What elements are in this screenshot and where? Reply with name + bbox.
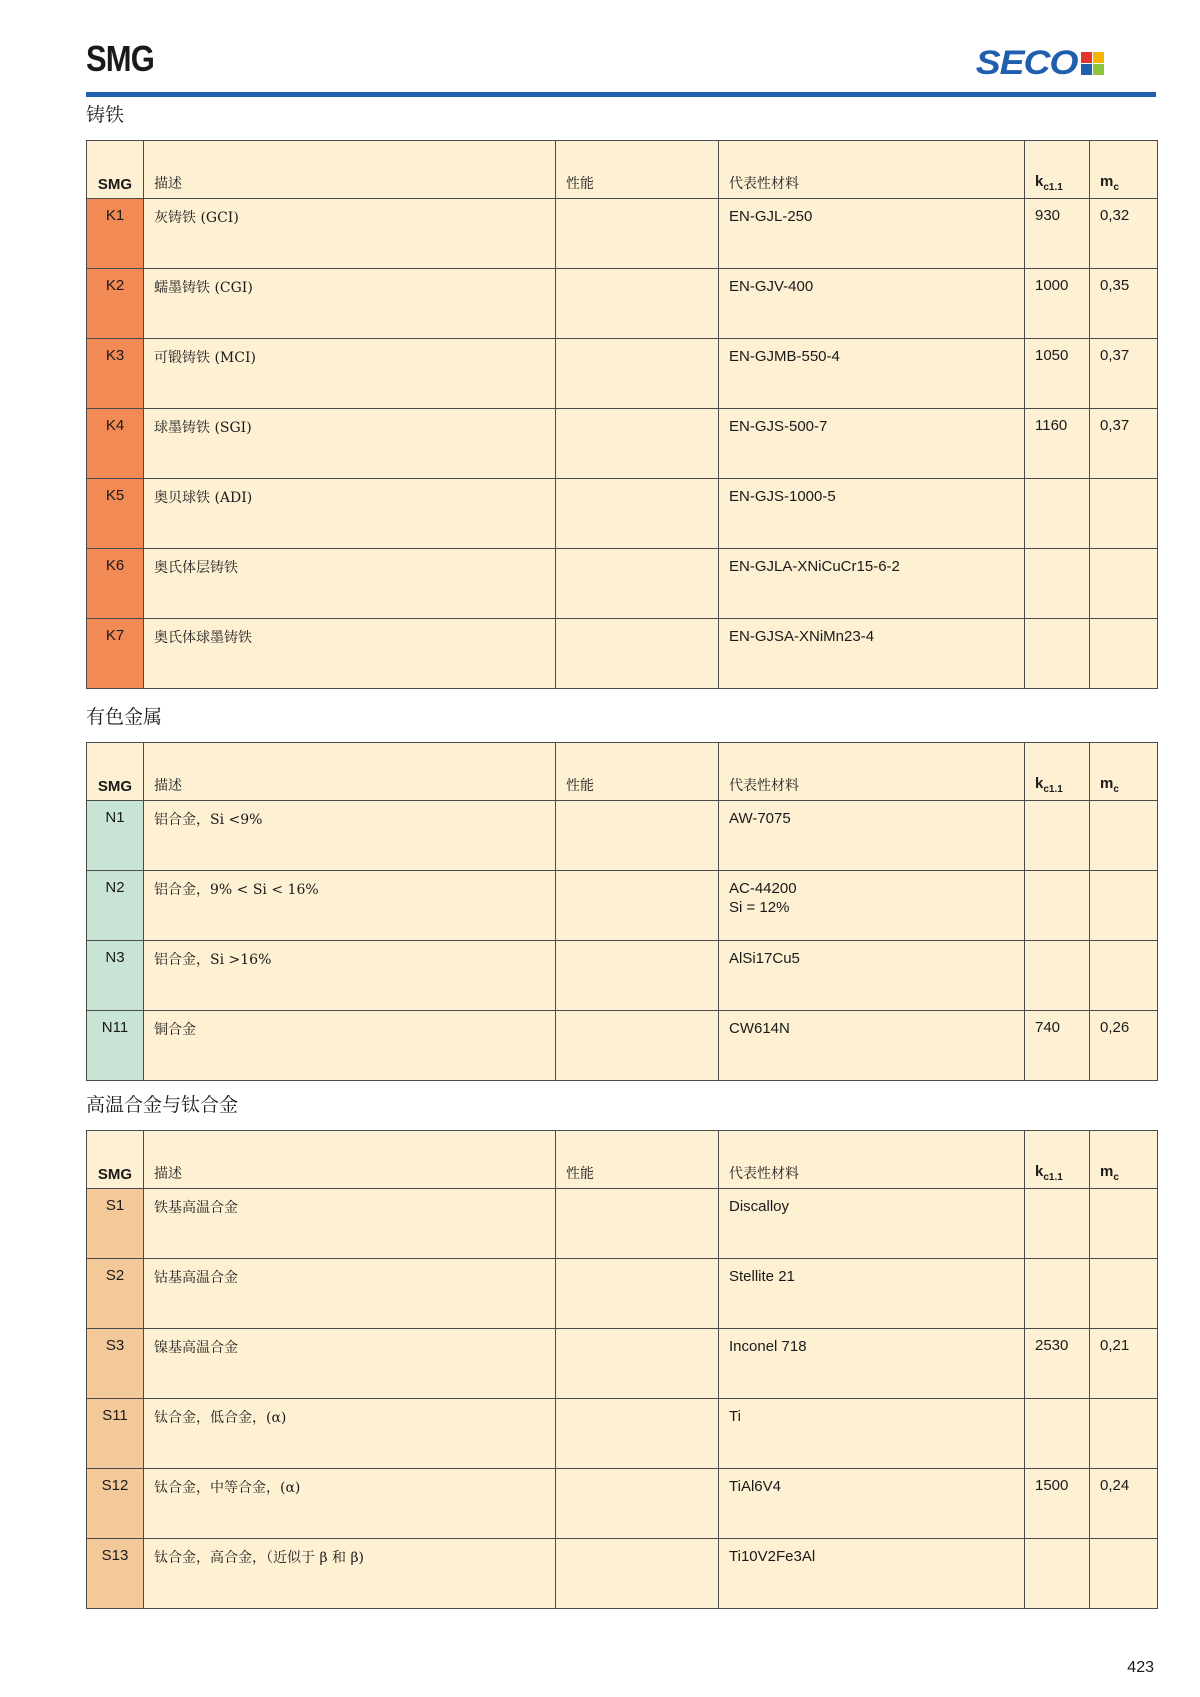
smg-code: S2 [87,1259,144,1329]
material-cell: AlSi17Cu5 [719,941,1025,1011]
material-cell: EN-GJMB-550-4 [719,339,1025,409]
material-cell: EN-GJL-250 [719,199,1025,269]
table-row [87,199,1158,269]
table-row [87,1011,1158,1081]
mc-value [1090,619,1158,689]
smg-code: N3 [87,941,144,1011]
material-cell: EN-GJSA-XNiMn23-4 [719,619,1025,689]
kc-value: 2530 [1025,1329,1090,1399]
kc-value: 740 [1025,1011,1090,1081]
performance-cell [556,549,719,619]
table-row [87,549,1158,619]
mc-value: 0,24 [1090,1469,1158,1539]
header-performance: 性能 [556,141,719,199]
material-cell: Stellite 21 [719,1259,1025,1329]
description-cell: 铁基高温合金 [144,1189,556,1259]
seco-logo [975,44,1104,83]
kc-value [1025,479,1090,549]
performance-cell [556,871,719,941]
table-row [87,1329,1158,1399]
description-cell: 钛合金，低合金，(α) [144,1399,556,1469]
header-mc-symbol: m [1100,1163,1114,1180]
description-cell: 奥贝球铁 (ADI) [144,479,556,549]
performance-cell [556,619,719,689]
performance-cell [556,1469,719,1539]
header-material: 代表性材料 [719,141,1025,199]
description-cell: 奥氏体层铸铁 [144,549,556,619]
smg-code: N2 [87,871,144,941]
kc-value: 1160 [1025,409,1090,479]
logo-square-icon [1081,52,1092,63]
header-kc-subscript: c1.1 [1043,1172,1063,1183]
material-cell: EN-GJV-400 [719,269,1025,339]
description-cell: 铝合金，9% < Si < 16% [144,871,556,941]
table-row [87,479,1158,549]
kc-value [1025,1399,1090,1469]
material-table [86,1130,1158,1609]
section-title: 有色金属 [86,706,163,728]
performance-cell [556,1011,719,1081]
table-row [87,941,1158,1011]
mc-value: 0,37 [1090,339,1158,409]
mc-value: 0,37 [1090,409,1158,479]
table-row [87,801,1158,871]
header-mc-symbol: m [1100,173,1114,190]
mc-value [1090,871,1158,941]
description-cell: 铝合金，Si <9% [144,801,556,871]
header-kc-subscript: c1.1 [1043,784,1063,795]
table-row [87,269,1158,339]
mc-value: 0,32 [1090,199,1158,269]
header-material: 代表性材料 [719,743,1025,801]
section-title: 铸铁 [86,104,125,126]
header-performance: 性能 [556,743,719,801]
material-cell: Inconel 718 [719,1329,1025,1399]
header-smg: SMG [87,141,144,199]
performance-cell [556,941,719,1011]
table-header-row [87,743,1158,801]
smg-code: K6 [87,549,144,619]
mc-value [1090,801,1158,871]
header-mc-symbol: m [1100,775,1114,792]
logo-square-icon [1093,52,1104,63]
header-description: 描述 [144,141,556,199]
header-performance: 性能 [556,1131,719,1189]
kc-value [1025,1259,1090,1329]
smg-code: S13 [87,1539,144,1609]
table-row [87,1399,1158,1469]
logo-text: SECO [975,44,1077,82]
smg-code: K2 [87,269,144,339]
kc-value: 930 [1025,199,1090,269]
description-cell: 球墨铸铁 (SGI) [144,409,556,479]
description-cell: 铜合金 [144,1011,556,1081]
material-cell: AC-44200 Si = 12% [719,871,1025,941]
kc-value [1025,1189,1090,1259]
header-kc-symbol: k [1035,1163,1044,1180]
description-cell: 可锻铸铁 (MCI) [144,339,556,409]
material-cell: Ti10V2Fe3Al [719,1539,1025,1609]
material-cell: Ti [719,1399,1025,1469]
performance-cell [556,1399,719,1469]
performance-cell [556,801,719,871]
material-cell: EN-GJLA-XNiCuCr15-6-2 [719,549,1025,619]
header-kc-symbol: k [1035,775,1044,792]
header-description: 描述 [144,743,556,801]
table-header-row [87,1131,1158,1189]
material-cell: AW-7075 [719,801,1025,871]
description-cell: 钴基高温合金 [144,1259,556,1329]
table-row [87,619,1158,689]
smg-code: N11 [87,1011,144,1081]
performance-cell [556,269,719,339]
logo-square-icon [1081,64,1092,75]
material-cell: TiAl6V4 [719,1469,1025,1539]
description-cell: 钛合金，中等合金，(α) [144,1469,556,1539]
mc-value [1090,1399,1158,1469]
header-mc [1090,743,1158,801]
header-kc-symbol: k [1035,173,1044,190]
smg-code: K1 [87,199,144,269]
smg-code: K7 [87,619,144,689]
header-description: 描述 [144,1131,556,1189]
smg-code: S12 [87,1469,144,1539]
performance-cell [556,479,719,549]
material-cell: CW614N [719,1011,1025,1081]
header-mc [1090,1131,1158,1189]
table-row [87,1539,1158,1609]
logo-squares-icon [1081,52,1104,75]
mc-value: 0,35 [1090,269,1158,339]
mc-value [1090,479,1158,549]
section-title: 高温合金与钛合金 [86,1094,239,1116]
material-cell: EN-GJS-1000-5 [719,479,1025,549]
kc-value [1025,549,1090,619]
smg-code: S3 [87,1329,144,1399]
mc-value [1090,549,1158,619]
description-cell: 灰铸铁 (GCI) [144,199,556,269]
smg-code: K4 [87,409,144,479]
header-mc [1090,141,1158,199]
material-cell: EN-GJS-500-7 [719,409,1025,479]
mc-value: 0,26 [1090,1011,1158,1081]
header-smg: SMG [87,1131,144,1189]
smg-code: K5 [87,479,144,549]
page-title: SMG [86,38,154,79]
table-row [87,1259,1158,1329]
performance-cell [556,1189,719,1259]
description-cell: 镍基高温合金 [144,1329,556,1399]
header-mc-subscript: c [1113,1172,1119,1183]
mc-value [1090,1539,1158,1609]
mc-value [1090,1189,1158,1259]
mc-value [1090,1259,1158,1329]
kc-value: 1000 [1025,269,1090,339]
table-row [87,409,1158,479]
smg-code: S1 [87,1189,144,1259]
table-row [87,339,1158,409]
header-mc-subscript: c [1113,182,1119,193]
header-material: 代表性材料 [719,1131,1025,1189]
performance-cell [556,199,719,269]
table-row [87,871,1158,941]
performance-cell [556,1329,719,1399]
table-header-row [87,141,1158,199]
material-table [86,742,1158,1081]
header-smg: SMG [87,743,144,801]
header-kc [1025,141,1090,199]
material-section [86,1088,1156,1609]
table-row [87,1189,1158,1259]
mc-value [1090,941,1158,1011]
header-rule [86,92,1156,97]
description-cell: 蠕墨铸铁 (CGI) [144,269,556,339]
header-mc-subscript: c [1113,784,1119,795]
header-kc-subscript: c1.1 [1043,182,1063,193]
header-kc [1025,1131,1090,1189]
kc-value [1025,801,1090,871]
smg-code: S11 [87,1399,144,1469]
material-cell: Discalloy [719,1189,1025,1259]
kc-value: 1050 [1025,339,1090,409]
table-row [87,1469,1158,1539]
material-table [86,140,1158,689]
performance-cell [556,339,719,409]
performance-cell [556,1259,719,1329]
kc-value [1025,941,1090,1011]
smg-code: N1 [87,801,144,871]
kc-value [1025,619,1090,689]
performance-cell [556,1539,719,1609]
mc-value: 0,21 [1090,1329,1158,1399]
description-cell: 奥氏体球墨铸铁 [144,619,556,689]
page-number: 423 [1127,1659,1154,1676]
performance-cell [556,409,719,479]
kc-value [1025,871,1090,941]
kc-value: 1500 [1025,1469,1090,1539]
header-kc [1025,743,1090,801]
kc-value [1025,1539,1090,1609]
smg-code: K3 [87,339,144,409]
material-section [86,98,1156,689]
logo-square-icon [1093,64,1104,75]
material-section [86,700,1156,1081]
description-cell: 钛合金，高合金，（近似于 β 和 β) [144,1539,556,1609]
description-cell: 铝合金，Si >16% [144,941,556,1011]
